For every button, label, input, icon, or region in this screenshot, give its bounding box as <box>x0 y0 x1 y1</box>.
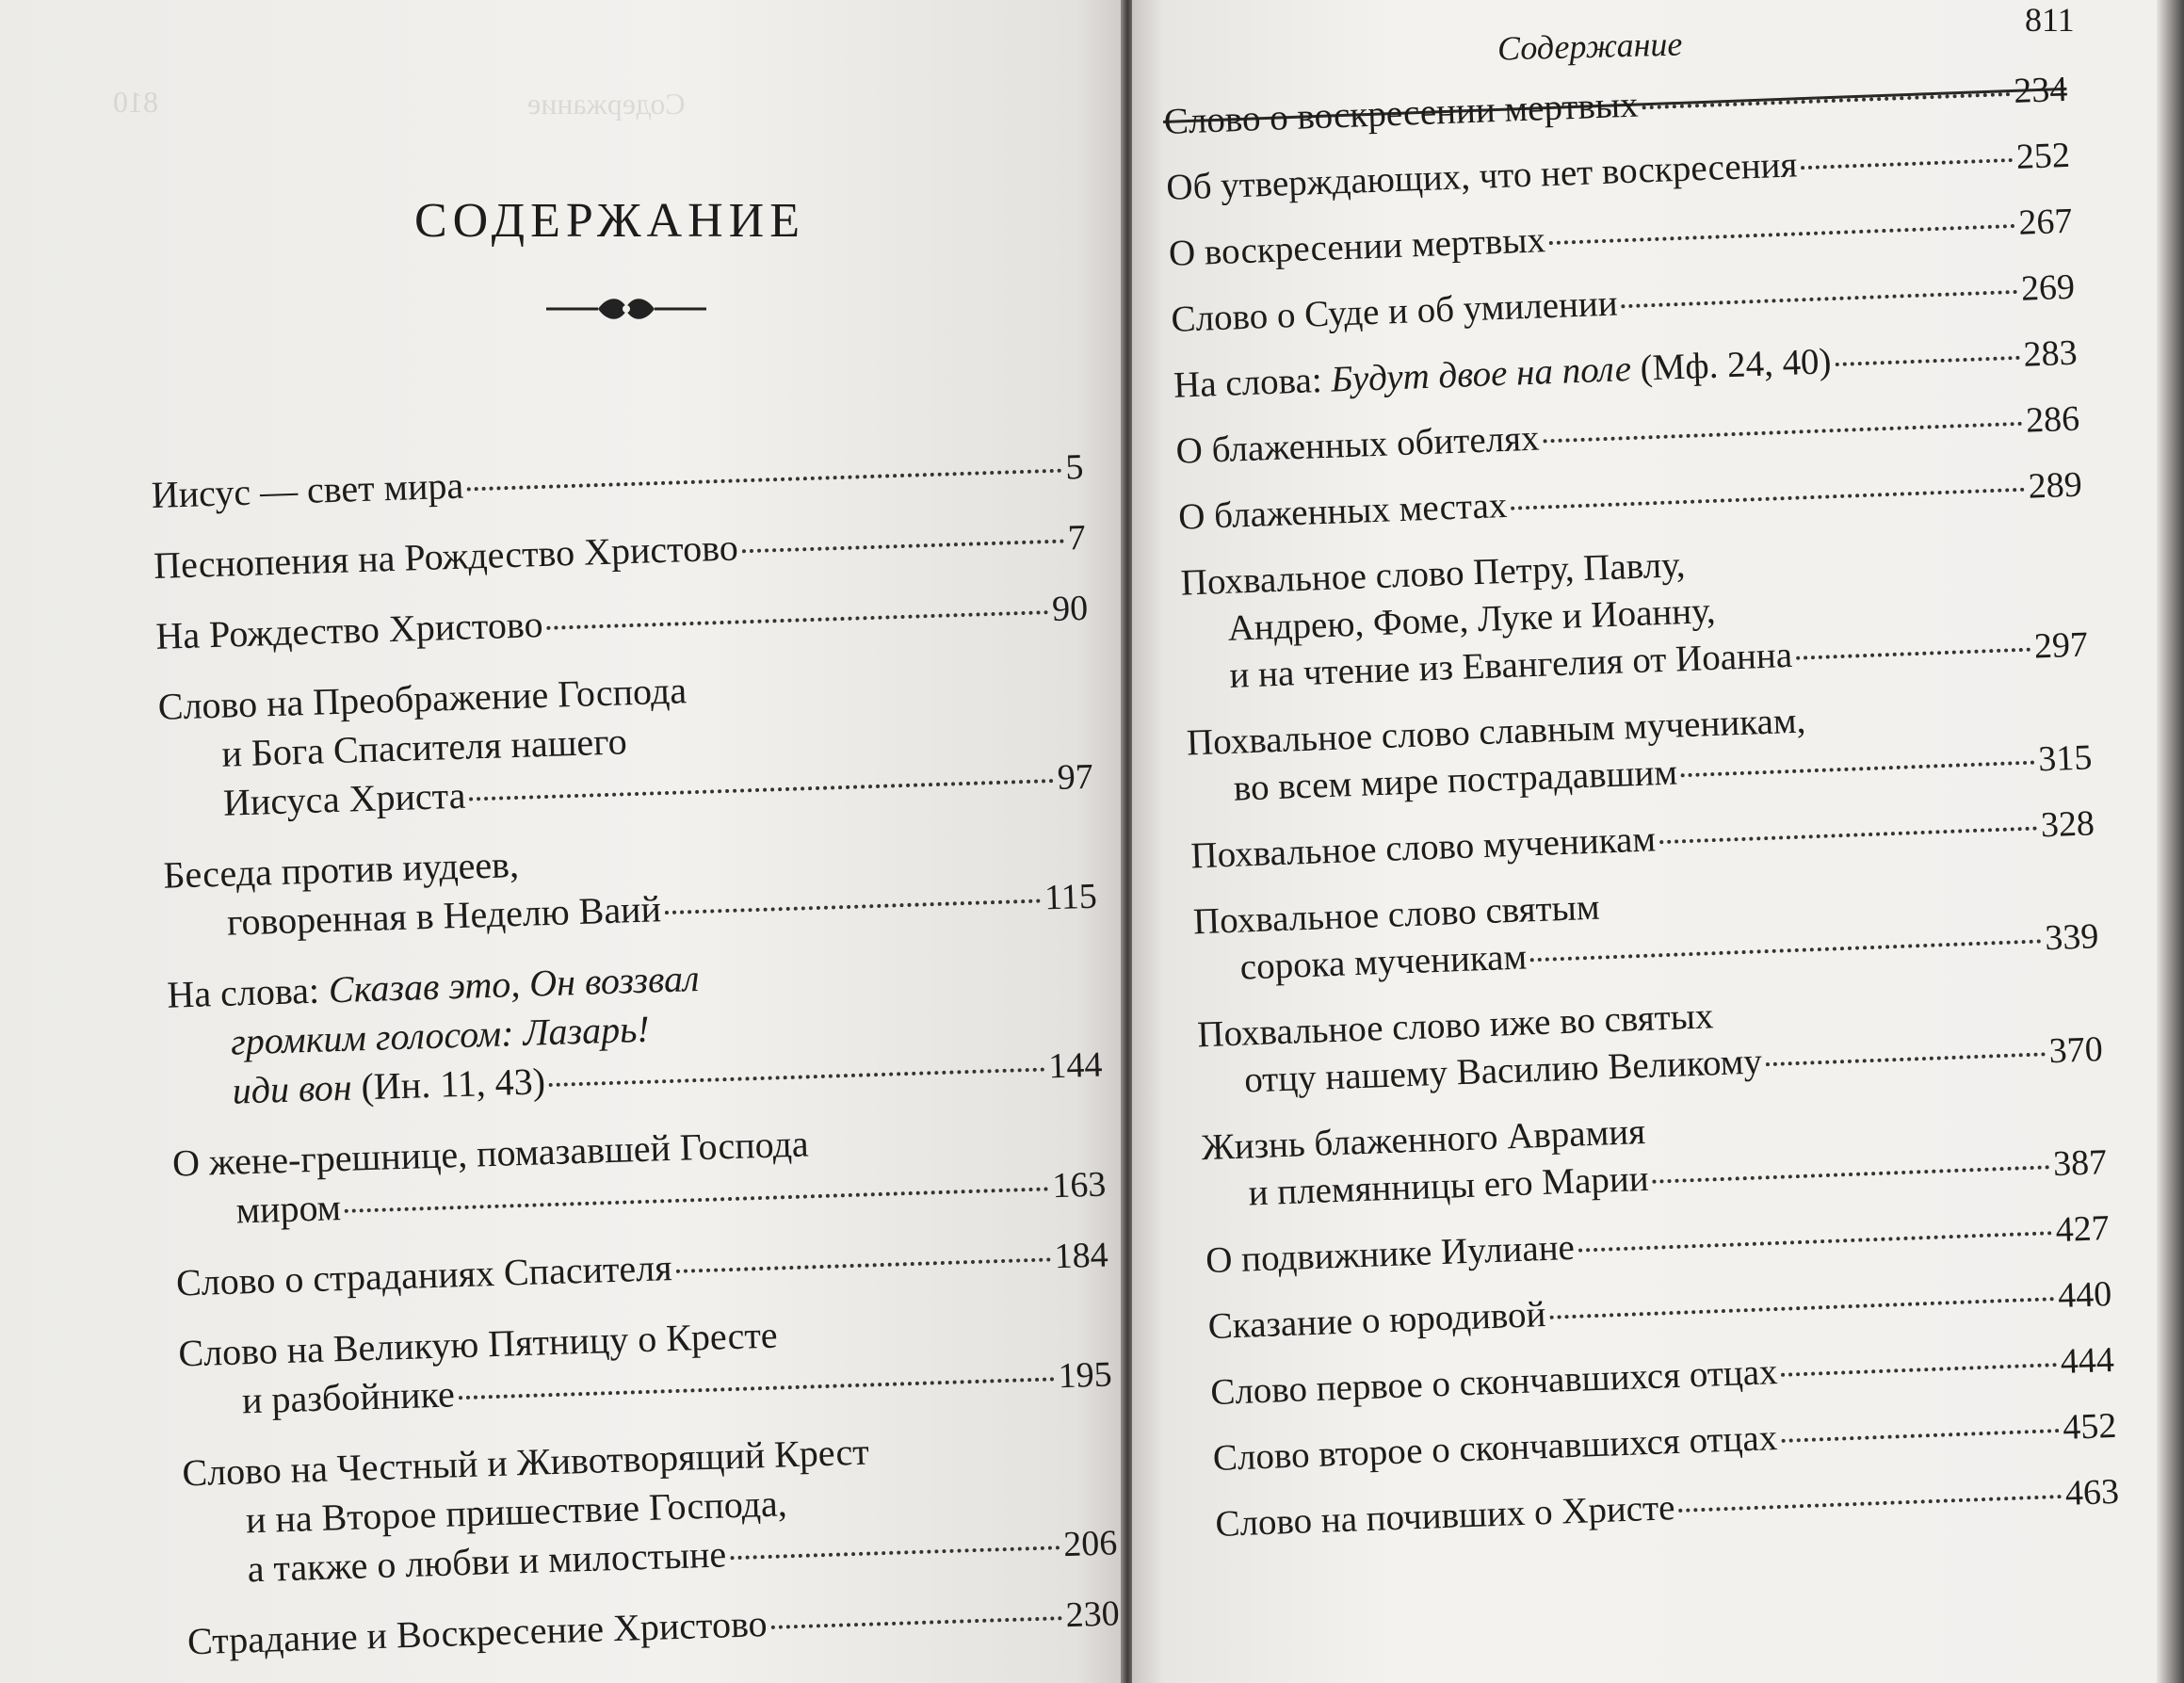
toc-entry <box>1171 264 2076 344</box>
toc-entry-title: и Бога Спасителя нашего <box>220 720 628 775</box>
toc-page-number: 115 <box>1043 876 1098 918</box>
ghost-header: Содержание <box>527 87 686 121</box>
dot-leader <box>1622 290 2018 308</box>
toc-entry <box>1215 1468 2120 1548</box>
dot-leader <box>665 899 1041 915</box>
dot-leader <box>1835 356 2019 366</box>
toc-entry-title: Слово на почивших о Христе <box>1214 1487 1676 1545</box>
toc-page-number: 144 <box>1047 1044 1103 1087</box>
dot-leader <box>1766 1052 2046 1066</box>
toc-line <box>1166 132 2071 212</box>
page-folio: 811 <box>2025 1 2075 39</box>
toc-line <box>1215 1468 2120 1548</box>
toc-entry-title: Похвальное слово мученикам <box>1189 818 1657 877</box>
toc-page-number: 289 <box>2027 464 2083 507</box>
dot-leader <box>469 779 1054 801</box>
toc-entry-title: О жене-грешнице, помазавшей Господа <box>171 1122 810 1185</box>
toc-entry-title: О блаженных местах <box>1177 484 1508 538</box>
toc-page-number: 370 <box>2047 1029 2104 1072</box>
toc-line <box>155 583 1089 662</box>
dot-leader <box>676 1257 1051 1273</box>
toc-entry <box>1177 461 2082 542</box>
toc-page-number: 252 <box>2015 135 2071 177</box>
toc-entry-title: и на чтение из Евангелия от Иоанна <box>1228 634 1793 696</box>
toc-entry-title: Слово о страданиях Спасителя <box>175 1246 673 1304</box>
dot-leader <box>771 1616 1062 1629</box>
toc-entry <box>157 654 1093 831</box>
toc-entry <box>1175 396 2080 476</box>
toc-entry-title: сорока мученикам <box>1239 936 1528 988</box>
running-head: Содержание <box>1496 24 1683 68</box>
dot-leader <box>742 540 1064 554</box>
dot-leader <box>1511 488 2025 510</box>
ghost-folio: 810 <box>113 85 158 119</box>
toc-line <box>1168 198 2073 278</box>
toc-page-number: 297 <box>2033 624 2089 667</box>
toc-entry-title: Слово о воскресении мертвых <box>1163 84 1640 142</box>
toc-entry-title: иди вон (Ин. 11, 43) <box>232 1060 546 1112</box>
toc-entry <box>153 512 1086 591</box>
ornament-icon <box>546 290 706 328</box>
toc-entry-title: На Рождество Христово <box>154 603 544 657</box>
toc-page-number: 328 <box>2040 803 2095 846</box>
dot-leader <box>1796 648 2030 660</box>
toc-entry-title: Сказание о юродивой <box>1207 1293 1547 1348</box>
toc-entry-title: а также о любви и милостыне <box>246 1532 727 1591</box>
toc-line <box>186 1588 1120 1667</box>
toc-entry-title: О воскресении мертвых <box>1168 219 1546 274</box>
dot-leader <box>1578 1231 2052 1252</box>
toc-entry <box>155 583 1089 662</box>
toc-entry <box>178 1300 1113 1428</box>
toc-page-number: 286 <box>2025 398 2080 441</box>
toc-line <box>1171 264 2076 344</box>
dot-leader <box>730 1545 1060 1560</box>
page-edge <box>2157 0 2184 1683</box>
toc-page-number: 206 <box>1062 1523 1118 1565</box>
toc-page-number: 315 <box>2037 737 2094 780</box>
toc-entry <box>171 1110 1107 1238</box>
toc-page-number: 163 <box>1051 1164 1107 1206</box>
toc-entry <box>1192 866 2099 993</box>
toc-entry <box>1201 1092 2108 1219</box>
book-gutter <box>1121 0 1132 1683</box>
toc-page-number: 7 <box>1067 517 1087 558</box>
toc-entry-title: Слово второе о скончавшихся отцах <box>1212 1417 1778 1480</box>
toc-entry-title: Страдание и Воскресение Христово <box>186 1602 768 1663</box>
toc-entry <box>1168 198 2073 278</box>
dot-leader <box>467 469 1061 492</box>
toc-entry-title: Похвальное слово Петру, Павлу, <box>1180 544 1687 604</box>
toc-page-number: 195 <box>1058 1354 1113 1397</box>
toc-entry-title: отцу нашему Василию Великому <box>1243 1041 1763 1101</box>
toc-entry <box>163 822 1098 950</box>
toc-entry-title: говоренная в Неделю Ваий <box>226 887 662 944</box>
toc-entry <box>1209 1336 2114 1416</box>
dot-leader <box>1653 1165 2050 1183</box>
toc-page-number: 97 <box>1057 756 1094 798</box>
toc-entry <box>1212 1402 2117 1482</box>
toc-entry-title: Иисус — свет мира <box>151 463 464 516</box>
toc-page-number: 230 <box>1064 1594 1121 1636</box>
toc-entry <box>1186 687 2093 814</box>
toc-line <box>1212 1402 2117 1482</box>
toc-entry-title: Песнопения на Рождество Христово <box>153 526 739 587</box>
toc-entry <box>1166 132 2071 212</box>
toc-page-number: 90 <box>1051 588 1089 629</box>
left-toc-list <box>151 442 1121 1683</box>
toc-entry-title: На слова: Будут двое на поле (Мф. 24, 40) <box>1173 341 1833 406</box>
dot-leader <box>1781 1363 2056 1377</box>
dot-leader <box>1530 939 2041 962</box>
toc-page-number: 387 <box>2052 1142 2108 1185</box>
toc-line <box>175 1229 1108 1308</box>
toc-page-number: 339 <box>2044 916 2100 959</box>
toc-entry <box>1190 800 2095 880</box>
toc-entry-title: Похвальное слово иже во святых <box>1196 995 1715 1056</box>
toc-page-number: 234 <box>2013 69 2069 111</box>
toc-entry <box>167 942 1103 1119</box>
toc-line <box>151 442 1084 521</box>
toc-entry-title: На слова: Сказав это, Он воззвал <box>166 956 701 1016</box>
dot-leader <box>1549 224 2015 245</box>
toc-entry-title: Слово на Преображение Господа <box>157 669 688 728</box>
dot-leader <box>1659 827 2037 845</box>
toc-entry <box>1207 1270 2112 1351</box>
toc-entry <box>1197 979 2104 1106</box>
toc-entry-title: Беседа против иудеев, <box>162 842 520 897</box>
toc-entry-title: Похвальное слово святым <box>1192 886 1601 943</box>
right-toc-list <box>1163 66 2121 1567</box>
dot-leader <box>1678 1495 2062 1513</box>
dot-leader <box>1642 92 2011 109</box>
dot-leader <box>546 610 1048 630</box>
dot-leader <box>345 1187 1048 1212</box>
toc-entry <box>1205 1205 2110 1285</box>
toc-entry-title: Слово первое о скончавшихся отцах <box>1209 1351 1779 1414</box>
dot-leader <box>459 1377 1055 1400</box>
toc-entry-title: миром <box>235 1186 342 1232</box>
toc-line <box>1205 1205 2110 1285</box>
toc-entry <box>186 1588 1120 1667</box>
toc-line <box>1209 1336 2114 1416</box>
toc-page-number: 269 <box>2020 267 2076 309</box>
toc-entry-title: О блаженных обителях <box>1174 417 1541 472</box>
toc-entry-title: и племянницы его Марии <box>1247 1157 1650 1214</box>
toc-page-number: 184 <box>1054 1235 1109 1277</box>
toc-title: СОДЕРЖАНИЕ <box>414 194 805 248</box>
toc-entry-title: Слово на Честный и Животворящий Крест <box>181 1430 870 1495</box>
toc-entry-title: и на Второе пришествие Господа, <box>245 1481 788 1542</box>
toc-line <box>1207 1270 2112 1351</box>
toc-entry-title: Похвальное слово славным мученикам, <box>1186 700 1806 764</box>
toc-page-number: 452 <box>2062 1405 2118 1448</box>
toc-line <box>1175 396 2080 476</box>
toc-page-number: 463 <box>2064 1471 2120 1513</box>
toc-entry <box>182 1419 1118 1596</box>
toc-page-number: 5 <box>1064 446 1085 488</box>
toc-line <box>1173 330 2078 410</box>
toc-entry <box>1173 330 2078 410</box>
toc-entry-title: Андрею, Фоме, Луке и Иоанну, <box>1226 590 1717 649</box>
dot-leader <box>1681 761 2035 778</box>
dot-leader <box>1801 158 2013 170</box>
dot-leader <box>1543 422 2022 444</box>
toc-entry-title: Об утверждающих, что нет воскресения <box>1165 144 1799 208</box>
toc-page-number: 440 <box>2057 1273 2112 1317</box>
toc-entry-title: Слово о Суде и об умилении <box>1170 283 1619 340</box>
toc-entry <box>151 442 1084 521</box>
toc-page-number: 444 <box>2060 1339 2115 1382</box>
toc-line <box>1177 461 2082 542</box>
toc-page-number: 427 <box>2054 1208 2111 1251</box>
toc-entry-title: во всем мире пострадавшим <box>1233 752 1678 809</box>
dot-leader <box>549 1067 1044 1087</box>
dot-leader <box>1781 1429 2059 1443</box>
toc-entry-title: Иисуса Христа <box>222 773 466 824</box>
toc-entry-title: и разбойнике <box>241 1372 456 1422</box>
toc-entry-title: Жизнь блаженного Аврамия <box>1201 1110 1646 1169</box>
toc-entry-title: громким голосом: Лазарь! <box>230 1007 651 1063</box>
toc-page-number: 283 <box>2022 332 2079 375</box>
toc-line <box>1190 800 2095 880</box>
toc-line <box>153 512 1086 591</box>
toc-entry-title: Слово на Великую Пятницу о Кресте <box>177 1313 779 1375</box>
toc-entry <box>175 1229 1108 1308</box>
dot-leader <box>1549 1297 2054 1319</box>
toc-page-number: 267 <box>2017 201 2074 243</box>
toc-entry <box>1180 526 2089 701</box>
toc-entry-title: О подвижнике Иулиане <box>1205 1226 1576 1282</box>
